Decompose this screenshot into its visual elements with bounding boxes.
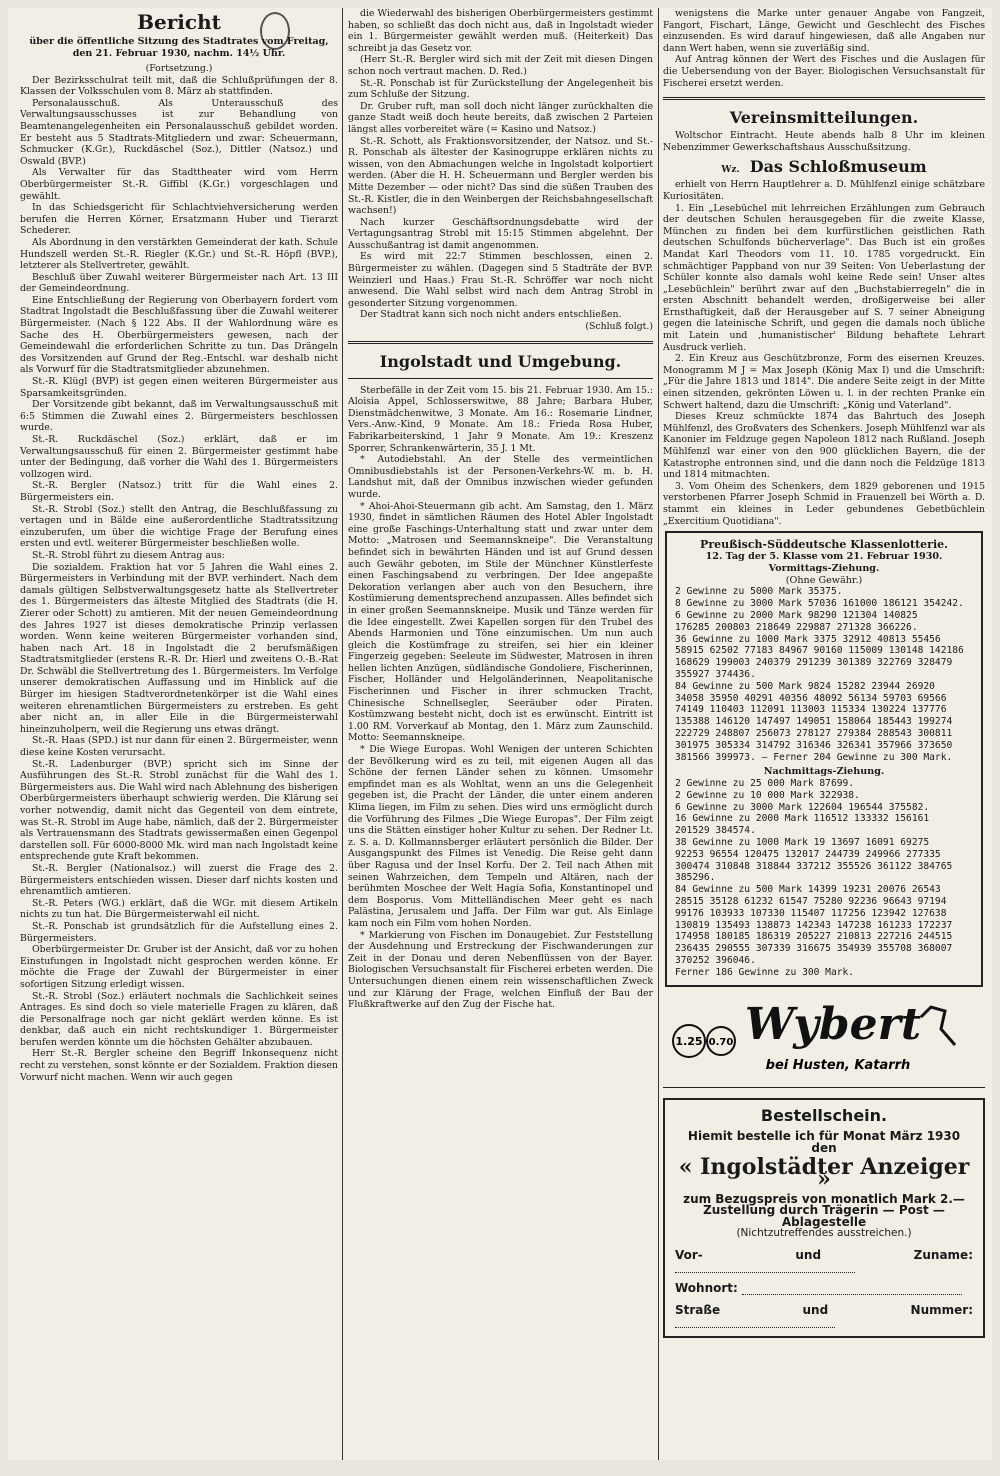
paragraph: Sterbefälle in der Zeit vom 15. bis 21. Februar 1930. Am 15.: Aloisia Appel, Schlosserswitwe, 88 Jahre; Barbara Huber, Dienstmädchenwitwe, 3 Monate. Am 16.: Rosemarie Lindner, Vers.-Anw.-Kind, 9 Monate. Am 18.: Frieda Rosa Huber, Fabrikarbeiterskind, 1 Jahr 9 Monate. Am 19.: Kreszenz Sporrer, Schrankenwärterin, 35 J. 1 Mt.	[348, 384, 653, 454]
paragraph: * Markierung von Fischen im Donaugebiet. Zur Feststellung der Ausdehnung und Erstreckung der Fischwanderungen zur Zeit in der Donau und deren Nebenflüssen von der Bayer. Biologischen Versuchsanstalt für Fischerei erbeten werden. Die Untersuchungen dienen einem rein wissenschaftlichen Zweck und zur Klärung der Frage, welchen Einfluß der Bau der Flußkraftwerke auf den Zug der Fische hat.	[348, 929, 653, 1011]
ad-price-2: 0.70	[708, 1036, 734, 1048]
paragraph: St.-R. Ladenburger (BVP.) spricht sich im Sinne der Ausführungen des St.-R. Strobl zunächst für die Wahl des 1. Bürgermeisters aus. Die Wahl wird nach Ablehnung des bisherigen Oberbürgermeisters überhaupt schwierig werden. Die Klärung sei vorher notwendig, damit nicht das Gegenteil von dem eintrete, was St.-R. Strobl im Auge habe, nämlich, daß der 2. Bürgermeister als Vertrauensmann des Stadtrats gewissermaßen einen Gegenpol darstellen soll. Für 6000-8000 Mk. wird man nach Ingolstadt keine entsprechende gute Kraft bekommen.	[20, 758, 338, 863]
lottery-line: 176285 200803 218649 229887 271328 366226.	[675, 621, 918, 633]
paragraph: St.-R. Strobl (Soz.) erläutert nochmals die Sachlichkeit seines Antrages. Es sind doch so viele materielle Fragen zu klären, daß die Personalfrage noch gar nicht geklärt werden könne. Es ist denkbar, daß auch ein nicht rechtskundiger 1. Bürgermeister berufen werden könnte um die höchsten Gehälter abzubauen.	[20, 990, 338, 1048]
paragraph: 3. Vom Oheim des Schenkers, dem 1829 geborenen und 1915 verstorbenen Pfarrer Joseph Schmid in Frauenzell bei Wörth a. D. stammt ein kleines in Leder gebundenes Gebetbüchlein „Exercitium Quotidiana".	[663, 480, 985, 527]
lottery-line: 2 Gewinne zu 5000 Mark 35375.	[675, 586, 843, 598]
section-title-schlossmuseum: Das Schloßmuseum	[749, 157, 927, 177]
order-price: zum Bezugspreis von monatlich Mark 2.—	[683, 1191, 965, 1206]
paragraph: St.-R. Haas (SPD.) ist nur dann für einen 2. Bürgermeister, wenn diese keine Kosten verursacht.	[20, 735, 338, 759]
local-news-body	[348, 385, 653, 1011]
paragraph: Der Vorsitzende gibt bekannt, daß im Verwaltungsausschuß mit 6:5 Stimmen die Zuwahl eines 2. Bürgermeisters beschlossen wurde.	[20, 399, 338, 434]
field-name[interactable]	[675, 1247, 973, 1273]
paragraph: St.-R. Klügl (BVP) ist gegen einen weiteren Bürgermeister aus Sparsamkeitsgründen.	[20, 376, 338, 399]
order-delivery: Zustellung durch Trägerin — Post — Ablagestelle	[703, 1203, 945, 1229]
lottery-line: 84 Gewinne zu 500 Mark 9824 15282 23944 26920	[675, 680, 935, 692]
schluss-folgt: (Schluß folgt.)	[585, 321, 653, 333]
lottery-line: 385296.	[675, 872, 716, 884]
paragraph: (Herr St.-R. Bergler wird sich mit der Zeit mit diesen Dingen schon noch vertraut machen. D. Red.)	[348, 54, 653, 77]
paragraph: Personalausschuß. Als Unterausschuß des Verwaltungsausschusses ist zur Behandlung von Beamtenangelegenheiten ein Personalausschuß gebildet worden. Er besteht aus 5 Stadtrats-Mitgliedern und zwar: Scheuermann, Schmucker (K.Gr.), Ruckdäschel (Soz.), Dittler (Natsoz.) und Oswald (BVP.)	[20, 97, 338, 167]
column-rule	[658, 8, 659, 1460]
ad-figure-icon	[921, 1007, 955, 1045]
paragraph: St.-R. Schott, als Fraktionsvorsitzender, der Natsoz. und St.-R. Ponschab als ältester der Kasinogruppe erklären nichts zu wissen, von den Abmachungen welche in Ingolstadt kolportiert werden. (Aber die H. H. Scheuermann und Bergler werden bis Mitte Dezember — oder nicht? Das sind die süßen Trauben des St.-R. Kistler, die in den Weinbergen der Reichsbahngesellschaft wachsen!)	[348, 135, 653, 217]
section-divider	[663, 97, 985, 100]
lottery-line: 6 Gewinne zu 2000 Mark 98290 121304 140825	[675, 609, 918, 621]
column-2	[348, 8, 653, 1460]
paragraph: Nach kurzer Geschäftsordnungsdebatte wird der Vertagungsantrag Strobl mit 15:15 Stimmen abgelehnt. Der Ausschußantrag ist damit angenommen.	[348, 216, 653, 251]
paragraph: Die sozialdem. Fraktion hat vor 5 Jahren die Wahl eines 2. Bürgermeisters in Verbindung mit der BVP. verhindert. Nach dem damals gültigen Selbstverwaltungsgesetz hatte als Stellvertreter des 1. Bürgermeisters das älteste Mitglied des Stadtrats (die H. Zierer oder Schott) zu amtieren. Mit der neuen Gemeindeordnung des Jahres 1927 ist dieses demokratische Prinzip verlassen worden. Wenn keine weiteren Bürgermeister vorhanden sind, haben nach Art. 18 in Ingolstadt die 2 berufsmäßigen Stadtratsmitglieder (erstens R.-R. Dr. Hierl und zweitens O.-B.-Rat Dr. Schwäbl die Stellvertretung des 1. Bürgermeisters. Im Verfolge unserer demokratischen Auffassung und im Hinblick auf die Bürger im hiesigen Stadtverordnetenkörper ist die Wahl eines weiteren ehrenamtlichen Bürgermeisters zu erstreben. Es geht aber nicht an, in aller Eile in die Bürgermeisterwahl hineinzuholpern, weil die Regierung uns etwas drängt.	[20, 561, 338, 735]
lottery-line: 2 Gewinne zu 10 000 Mark 322938.	[675, 789, 860, 801]
paragraph: Auf Antrag können der Wert des Fisches und die Auslagen für die Uebersendung von der Bayer. Biologischen Versuchsanstalt für Fischerei ersetzt werden.	[663, 54, 985, 89]
paragraph: 2. Ein Kreuz aus Geschützbronze, Form des eisernen Kreuzes. Monogramm M J = Max Joseph (König Max I) und die Umschrift: „Für die Jahre 1813 und 1814". Die andere Seite zeigt in der Mitte einen sitzenden, gekrönten Löwen u. l. in der rechten Pranke ein Schwert haltend, dazu die Umschrift: „König und Vaterland".	[663, 353, 985, 411]
lottery-line: 174958 180185 186319 205227 210813 227216 244515	[675, 931, 953, 943]
lottery-line: 84 Gewinne zu 500 Mark 14399 19231 20076 26543	[675, 884, 941, 896]
lottery-list	[675, 539, 973, 978]
paragraph: St.-R. Strobl führt zu diesem Antrag aus:	[32, 549, 225, 561]
article-title-bericht: Bericht	[137, 10, 221, 34]
lottery-line: 38 Gewinne zu 1000 Mark 19 13697 16091 69275	[675, 837, 930, 849]
verein-notice: Woltschor Eintracht. Heute abends halb 8 Uhr im kleinen Nebenzimmer Gewerkschaftshaus Ausschußsitzung.	[663, 130, 985, 153]
lottery-box	[665, 531, 983, 986]
wybert-ad-graphic	[663, 997, 985, 1087]
lottery-line: 370252 396046.	[675, 955, 756, 967]
lottery-afternoon-heading: Nachmittags-Ziehung.	[763, 766, 885, 778]
lottery-line: 222729 248807 256073 278127 279384 288543 300811	[675, 727, 953, 739]
lottery-line: 8 Gewinne zu 3000 Mark 57036 161000 186121 354242.	[675, 598, 964, 610]
paragraph: Als Verwalter für das Stadttheater wird vom Herrn Oberbürgermeister St.-R. Giffibl (K.Gr.) vorgeschlagen und gewählt.	[20, 167, 338, 202]
ad-brand: Wybert	[744, 998, 922, 1050]
paragraph: Dr. Gruber ruft, man soll doch nicht länger zurückhalten die ganze Stadt weiß doch heute bereits, daß zwischen 2 Parteien längst alles vorbereitet wäre (= Kasino und Natsoz.)	[348, 100, 653, 135]
field-town-label: Wohnort:	[675, 1281, 738, 1296]
lottery-line: 92253 96554 120475 132017 244739 249966 277335	[675, 848, 941, 860]
lottery-line: 58915 62502 77183 84967 90160 115009 130148 142186	[675, 645, 964, 657]
lottery-line: 130819 135493 138873 142343 147238 161233 172237	[675, 919, 953, 931]
lottery-line: 201529 384574.	[675, 825, 756, 837]
lottery-subtitle: 12. Tag der 5. Klasse vom 21. Februar 1930.	[705, 550, 943, 562]
paragraph: St.-R. Bergler (Nationalsoz.) will zuerst die Frage des 2. Bürgermeisters entschieden wissen. Dieser darf nichts kosten und ehrenamtlich amtieren.	[20, 862, 338, 898]
paragraph: Dieses Kreuz schmückte 1874 das Bahrtuch des Joseph Mühlfenzl, des Großvaters des Schenkers. Joseph Mühlfenzl war als Kanonier im Feldzuge gegen Napoleon 1812 nach Rußland. Joseph Mühlfenzl war einer von den 900 glücklichen Bayern, die der Katastrophe entronnen sind, und die dann noch die Feldzüge 1813 und 1814 mitmachten.	[663, 411, 985, 481]
lottery-line: 34058 35950 40291 40356 48092 56134 59703 69566	[675, 692, 947, 704]
lottery-morning-results	[675, 586, 973, 763]
paragraph: erhielt von Herrn Hauptlehrer a. D. Mühlfenzl einige schätzbare Kuriositäten.	[663, 179, 985, 202]
paragraph: Eine Entschließung der Regierung von Oberbayern fordert vom Stadtrat Ingolstadt die Beschlußfassung über die Zuwahl weiterer Bürgermeister. (Nach § 122 Abs. II der Wahlordnung wäre es Sache des H. Oberbürgermeisters gewesen, nach der Gemeindewahl die erforderlichen Schritte zu tun. Das Drängeln des Vorsitzenden auf Grund der Reg.-Entschl. war deshalb nicht als Vorwurf für die Stadtratsmitglieder abzunehmen.	[20, 294, 338, 376]
paragraph: Beschluß über Zuwahl weiterer Bürgermeister nach Art. 13 III der Gemeindeordnung.	[20, 271, 338, 295]
lottery-line: 236435 290555 307339 316675 354939 355708 368007	[675, 943, 953, 955]
order-note: (Nichtzutreffendes ausstreichen.)	[736, 1227, 912, 1240]
column-3	[663, 8, 985, 1460]
field-street-label: Straße und Nummer:	[675, 1302, 973, 1317]
wybert-advertisement	[663, 997, 985, 1088]
paragraph: St.-R. Peters (WG.) erklärt, daß die WGr. mit diesem Artikeln nichts zu tun hat. Die Bürgermeisterwahl eil nicht.	[20, 897, 338, 921]
paragraph: In das Schiedsgericht für Schlachtviehversicherung werden berufen die Herren Körner, Ersatzmann Huber und Tierarzt Schederer.	[20, 202, 338, 237]
lottery-disclaimer: (Ohne Gewähr.)	[785, 574, 863, 586]
lottery-morning-heading: Vormittags-Ziehung.	[768, 562, 880, 574]
lottery-line: 6 Gewinne zu 3000 Mark 122604 196544 375582.	[675, 801, 930, 813]
lottery-line: 28515 35128 61232 61547 75280 92236 96643 97194	[675, 896, 947, 908]
continuation-note: (Fortsetzung.)	[145, 63, 213, 74]
article-body	[20, 75, 338, 1084]
lottery-line: 135388 146120 147497 149051 158064 185443 199274	[675, 716, 953, 728]
article-subtitle: über die öffentliche Sitzung des Stadtrates vom Freitag, den 21. Februar 1930, nachm. 14½ Uhr.	[29, 36, 329, 59]
lottery-line: 301975 305334 314792 316346 326341 357966 373650	[675, 739, 953, 751]
paragraph: St.-R. Ponschab ist für Zurückstellung der Angelegenheit bis zum Schluße der Sitzung.	[348, 77, 653, 101]
lottery-line: 381566 399973. — Ferner 204 Gewinne zu 300 Mark.	[675, 751, 953, 763]
paragraph: Es wird mit 22:7 Stimmen beschlossen, einen 2. Bürgermeister zu wählen. (Dagegen sind 5 Stadträte der BVP. Weinzierl und Haas.) Frau St.-R. Schröffer war noch nicht anwesend. Die Wahl selbst wird nach dem Antrag Strobl in gesonderter Sitzung vorgenommen.	[348, 251, 653, 309]
lottery-line: Ferner 186 Gewinne zu 300 Mark.	[675, 966, 855, 978]
fish-marking-continued	[663, 8, 985, 89]
order-paper-name: « Ingolstädter Anzeiger »	[678, 1154, 970, 1193]
field-town[interactable]	[675, 1283, 973, 1295]
paragraph: die Wiederwahl des bisherigen Oberbürgermeisters gestimmt haben, so schließt das doch nicht aus, daß in Ingolstadt wieder ein 1. Bürgermeister gewählt werden muß. (Heiterkeit) Das schreibt ja das Gesetz vor.	[348, 8, 653, 54]
order-title: Bestellschein.	[760, 1105, 888, 1125]
paragraph: 1. Ein „Lesebüchel mit lehrreichen Erzählungen zum Gebrauch der deutschen Schulen herausgegeben für die zweite Klasse, München zu finden bei dem kurfürstlichen geistlichen Rath deutschen Schulfonds bücherverlage". Das Buch ist ein großes Mandat Karl Theodors vom 11. 10. 1785 vorgedruckt. Ein schmächtiger Pappband von nur 39 Seiten: Von Ueberlastung der Schüler konnte also damals wohl keine Rede sein! Unser altes „Lesebüchlein" berührt zwar auf den „Buchstabierregeln" die in ersten Abschnitt behandelt werden, droßigerweise bei aller Ernsthaftigkeit, daß der Herausgeber auf S. 7 seiner Abneigung gegen die lateinische Schrift, und gegen die damals noch übliche mit Latein und ,humanistischer' Bildung behaftete Lehrart Ausdruck verlieh.	[663, 202, 985, 353]
museum-heading-row	[663, 157, 985, 177]
divider	[348, 378, 653, 379]
ad-tagline: bei Husten, Katarrh	[765, 1057, 911, 1073]
lottery-title: Preußisch-Süddeutsche Klassenlotterie.	[700, 538, 948, 552]
paragraph: Der Stadtrat kann sich noch nicht anders entschließen.	[360, 309, 622, 321]
lottery-line: 300474 310848 318844 337212 355526 361122 384765	[675, 860, 953, 872]
paragraph: St.-R. Strobl (Soz.) stellt den Antrag, die Beschlußfassung zu vertagen und in Bälde eine außerordentliche Stadtratssitzung einzuberufen, um über die wichtige Frage der Berufung eines ersten und evtl. weiterer Bürgermeister beschließen wolle.	[20, 503, 338, 550]
lottery-line: 355927 374436.	[675, 668, 756, 680]
lottery-line: 2 Gewinne zu 25 000 Mark 87699.	[675, 778, 855, 790]
section-title-ingolstadt: Ingolstadt und Umgebung.	[379, 351, 622, 371]
paragraph: St.-R. Ponschab ist grundsätzlich für die Aufstellung eines 2. Bürgermeisters.	[20, 920, 338, 944]
lottery-afternoon-results	[675, 778, 973, 979]
lottery-line: 36 Gewinne zu 1000 Mark 3375 32912 40813 55456	[675, 633, 941, 645]
wz-mark: Wz.	[721, 165, 740, 176]
museum-body	[663, 179, 985, 527]
paragraph: Herr St.-R. Bergler scheine den Begriff Inkonsequenz nicht recht zu verstehen, sonst könnte er der Sozialdem. Fraktion diesen Vorwurf nicht machen. Wenn wir auch gegen	[20, 1048, 338, 1083]
order-line-1: Hiemit bestelle ich für Monat März 1930 den	[687, 1129, 961, 1155]
paragraph: Als Abordnung in den verstärkten Gemeinderat der kath. Schule Hundszell werden St.-R. Riegler (K.Gr.) und St.-R. Höpfl (BVP.), letzterer als Stellvertreter, gewählt.	[20, 236, 338, 272]
paragraph: wenigstens die Marke unter genauer Angabe von Fangzeit, Fangort, Fischart, Länge, Gewicht und Geschlecht des Fisches einzusenden. Es wird darauf hingewiesen, daß alle Angaben nur dann Wert haben, wenn sie zuverläßig sind.	[663, 8, 985, 54]
lottery-line: 168629 199003 240379 291239 301389 322769 328479	[675, 657, 953, 669]
paragraph: Oberbürgermeister Dr. Gruber ist der Ansicht, daß vor zu hohen Einstufungen in Ingolstadt nicht gesprochen werden könne. Er möchte die Frage der Zuwahl der Bürgermeister in einer sofortigen Sitzung erledigt wissen.	[20, 944, 338, 990]
article-body-continued	[348, 8, 653, 321]
paragraph: Der Bezirksschulrat teilt mit, daß die Schlußprüfungen der 8. Klassen der Volksschulen vom 8. März ab stattfinden.	[20, 74, 338, 98]
column-1	[20, 8, 338, 1460]
paragraph: * Ahoi-Ahoi-Steuermann gib acht. Am Samstag, den 1. März 1930, findet in sämtlichen Räumen des Hotel Abler Ingolstadt eine große Faschings-Unterhaltung statt und zwar unter dem Motto: „Matrosen und Seemannskneipe". Die Veranstaltung befindet sich in bewährten Händen und ist auf Grund dessen auch Gewähr geboten, im Stile der Münchner Künstlerfeste einen Faschingsabend zu verbringen. Der Idee angepaßte Dekoration verlangen aber auch von den Besuchern, ihre Kostümierung dementsprechend anzupassen. Alles befindet sich in einer großen Seemannskneipe. Musik und Tänze werden für die Idee eingestellt. Zwei Kapellen sorgen für den Trubel des Abends Harmonien und Töne einzumischen. Um nun auch gleich die Kostümfrage zu streifen, sei hier ein kleiner Fingerzeig gegeben: Seeleute im Südwester, Matrosen in ihren hellen lichten Anzügen, südländische Gondoliere, Fischerinnen, Fischer, Holländer und Helgoländerinnen, Neapolitanische Fischerinnen und Fischer in ihrer schmucken Tracht, Chinesische Schnellsegler, Seeräuber oder Piraten. Kostümzwang besteht nicht, doch ist es erwünscht. Eintritt ist 1.00 RM. Vorverkauf ab Montag, den 1. März zum Zaunschild. Motto: Seemannskneipe.	[348, 500, 653, 744]
lottery-line: 16 Gewinne zu 2000 Mark 116512 133332 156161	[675, 813, 930, 825]
paragraph: * Die Wiege Europas. Wohl Wenigen der unteren Schichten der Bevölkerung wird es zu teil, mit eigenen Augen all das Schöne der fernen Länder sehen zu können. Umsomehr empfindet man es als Wohltat, wenn an uns die Gelegenheit gegeben ist, die Pracht der Länder, die unter einem anderen Klima liegen, im Film zu sehen. Dies wird uns ermöglicht durch die Vorführung des Filmes „Die Wiege Europas". Der Film zeigt uns die Stätten einstiger hoher Kultur zu sehen. Der Redner Lt. z. S. a. D. Kollmannsberger erläutert persönlich die Bilder. Der Ausgangspunkt des Filmes ist Venedig. Die Reise geht dann über Ragusa und der Insel Korfu. Der 2. Teil nach Athen mit seinen Wahrzeichen, dem Tempeln und Altären, nach der berühmten Moschee der Welt Hagia Sofia, Konstantinopel und dem Bosporus. Vom Mittelländischen Meer geht es nach Palästina, Jerusalem und Jaffa. Der Film war gut. Als Einlage kam noch ein Film vom hohen Norden.	[348, 744, 653, 929]
paragraph: St.-R. Ruckdäschel (Soz.) erklärt, daß er im Verwaltungsausschuß für einen 2. Bürgermeister gestimmt habe unter der Bedingung, daß vorher die Wahl des 1. Bürgermeisters vollzogen wird.	[20, 434, 338, 480]
lottery-line: 99176 103933 107330 115407 117256 123942 127638	[675, 907, 947, 919]
order-form	[663, 1098, 985, 1338]
field-name-label: Vor- und Zuname:	[675, 1247, 973, 1262]
paragraph: * Autodiebstahl. An der Stelle des vermeintlichen Omnibusdiebstahls ist der Personen-Verkehrs-W. m. b. H. Landshut mit, daß der Omnibus inzwischen wieder gefunden wurde.	[348, 454, 653, 500]
field-street[interactable]	[675, 1302, 973, 1328]
section-divider	[348, 341, 653, 344]
column-rule	[342, 8, 343, 1460]
ad-price: 1.25	[675, 1034, 703, 1048]
section-title-vereinsmitteilungen: Vereinsmitteilungen.	[729, 108, 919, 128]
paragraph: St.-R. Bergler (Natsoz.) tritt für die Wahl eines 2. Bürgermeisters ein.	[20, 480, 338, 503]
lottery-line: 74149 110403 112091 113003 115334 130224 137776	[675, 704, 947, 716]
newspaper-page	[8, 8, 992, 1460]
